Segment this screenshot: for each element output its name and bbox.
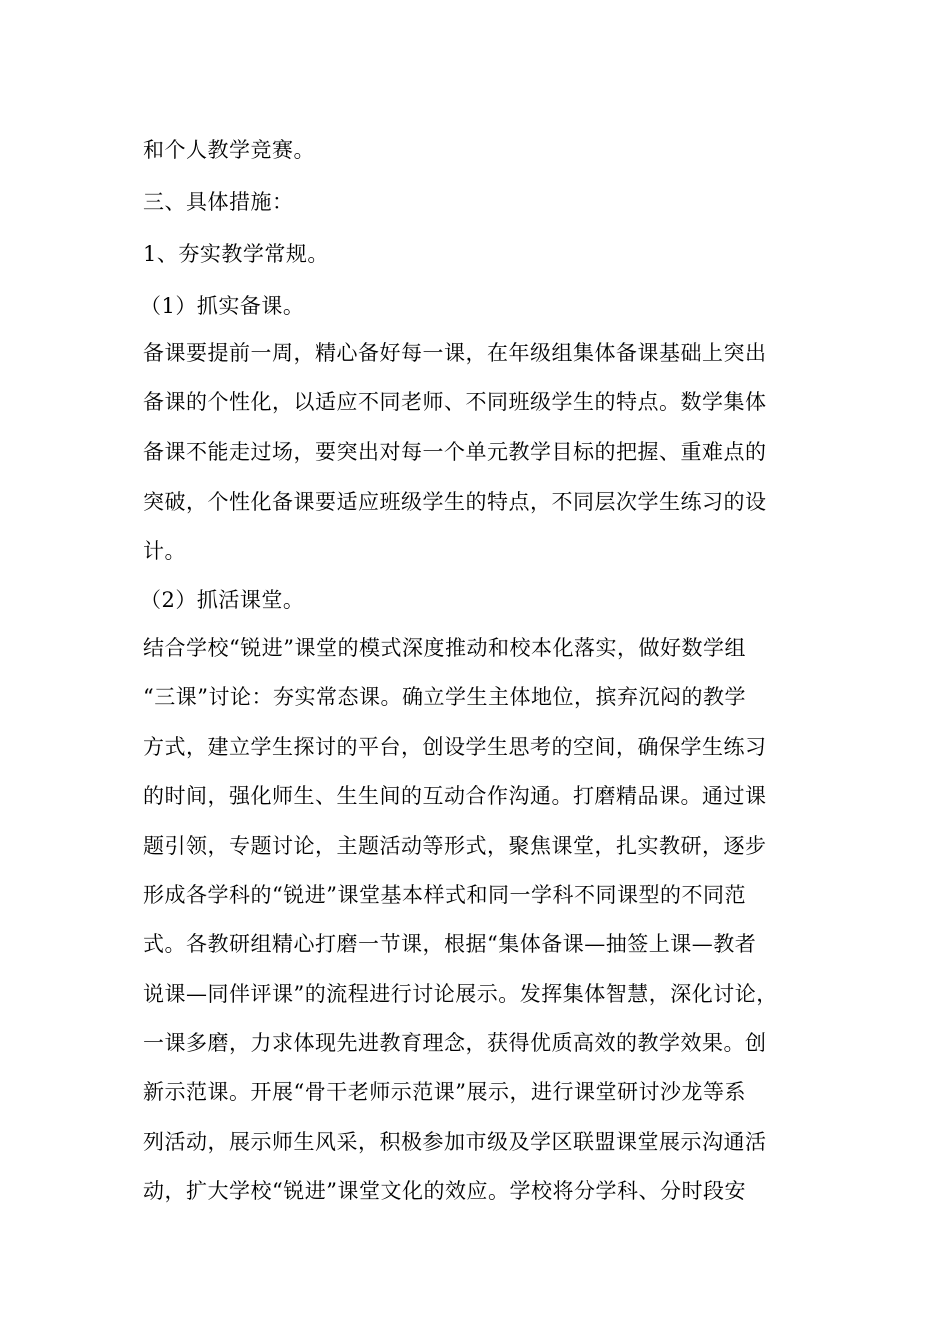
section-heading: 三、具体措施： <box>143 190 294 214</box>
text-line: 方式，建立学生探讨的平台，创设学生思考的空间，确保学生练习 <box>143 735 767 759</box>
text-line: 突破，个性化备课要适应班级学生的特点，不同层次学生练习的设 <box>143 490 767 514</box>
text-line: 的时间，强化师生、生生间的互动合作沟通。打磨精品课。通过课 <box>143 784 767 808</box>
text-line: 题引领，专题讨论，主题活动等形式，聚焦课堂，扎实教研，逐步 <box>143 834 767 858</box>
text-line: 新示范课。开展“骨干老师示范课”展示，进行课堂研讨沙龙等系 <box>143 1080 746 1104</box>
text-line: 一课多磨，力求体现先进教育理念，获得优质高效的教学效果。创 <box>143 1031 767 1055</box>
text-line: “三课”讨论：夯实常态课。确立学生主体地位，摈弃沉闷的教学 <box>143 685 746 709</box>
text-line: 形成各学科的“锐进”课堂基本样式和同一学科不同课型的不同范 <box>143 883 746 907</box>
text-line: 式。各教研组精心打磨一节课，根据“集体备课—抽签上课—教者 <box>143 932 757 956</box>
text-line: 结合学校“锐进”课堂的模式深度推动和校本化落实，做好数学组 <box>143 636 746 660</box>
subsection-heading: （2）抓活课堂。 <box>140 588 305 612</box>
text-line: 备课不能走过场，要突出对每一个单元教学目标的把握、重难点的 <box>143 440 767 464</box>
subsection-heading: 1、夯实教学常规。 <box>143 242 329 266</box>
subsection-heading: （1）抓实备课。 <box>140 294 305 318</box>
text-line: 说课—同伴评课”的流程进行讨论展示。发挥集体智慧，深化讨论， <box>143 982 778 1006</box>
text-line: 和个人教学竞赛。 <box>143 138 315 162</box>
text-line: 动，扩大学校“锐进”课堂文化的效应。学校将分学科、分时段安 <box>143 1179 746 1203</box>
text-line: 备课要提前一周，精心备好每一课，在年级组集体备课基础上突出 <box>143 341 767 365</box>
text-line: 列活动，展示师生风采，积极参加市级及学区联盟课堂展示沟通活 <box>143 1130 767 1154</box>
text-line: 计。 <box>143 539 186 563</box>
text-line: 备课的个性化，以适应不同老师、不同班级学生的特点。数学集体 <box>143 390 767 414</box>
